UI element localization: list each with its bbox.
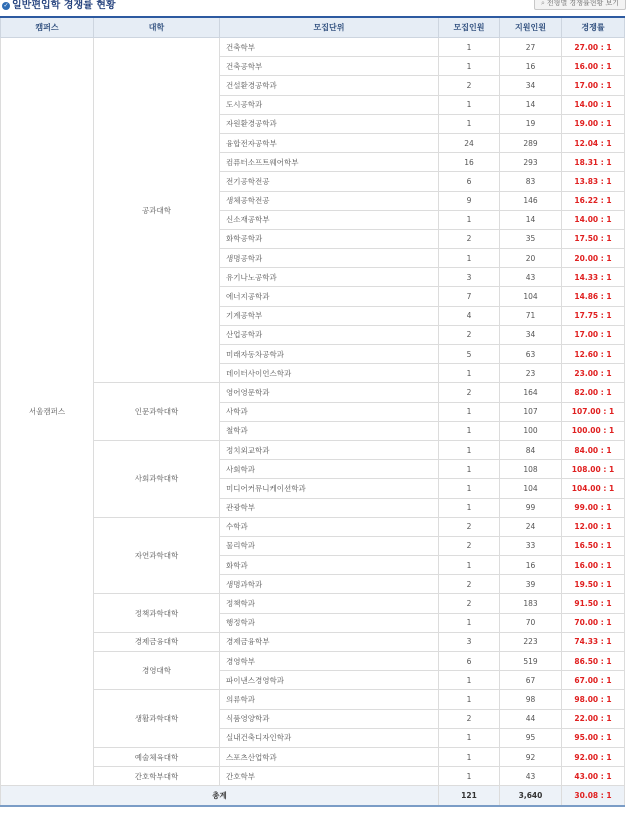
table-row bbox=[1, 690, 625, 709]
college-cell: 경제금융대학 bbox=[94, 632, 220, 651]
college-cell: 공과대학 bbox=[94, 38, 220, 383]
applicants-cell: 44 bbox=[500, 709, 562, 728]
unit-cell: 파이낸스경영학과 bbox=[220, 671, 439, 690]
unit-cell: 경제금융학부 bbox=[220, 632, 439, 651]
applicants-cell: 43 bbox=[500, 767, 562, 786]
table-row bbox=[1, 440, 625, 459]
rate-cell: 17.75 : 1 bbox=[562, 306, 625, 325]
unit-cell: 경영학부 bbox=[220, 652, 439, 671]
unit-cell: 미래자동차공학과 bbox=[220, 345, 439, 364]
rate-cell: 95.00 : 1 bbox=[562, 728, 625, 747]
rate-cell: 16.00 : 1 bbox=[562, 556, 625, 575]
quota-cell: 2 bbox=[439, 76, 500, 95]
rate-cell: 12.60 : 1 bbox=[562, 345, 625, 364]
unit-cell: 정책학과 bbox=[220, 594, 439, 613]
quota-cell: 1 bbox=[439, 95, 500, 114]
unit-cell: 미디어커뮤니케이션학과 bbox=[220, 479, 439, 498]
quota-cell: 7 bbox=[439, 287, 500, 306]
table-row bbox=[1, 652, 625, 671]
quota-cell: 4 bbox=[439, 306, 500, 325]
rate-cell: 19.00 : 1 bbox=[562, 114, 625, 133]
quota-cell: 16 bbox=[439, 153, 500, 172]
unit-cell: 데이터사이언스학과 bbox=[220, 364, 439, 383]
rate-cell: 22.00 : 1 bbox=[562, 709, 625, 728]
applicants-cell: 104 bbox=[500, 479, 562, 498]
quota-cell: 1 bbox=[439, 671, 500, 690]
rate-cell: 18.31 : 1 bbox=[562, 153, 625, 172]
quota-cell: 3 bbox=[439, 632, 500, 651]
quota-cell: 1 bbox=[439, 479, 500, 498]
view-rates-button-label: 전형별 경쟁률현황 보기 bbox=[546, 0, 619, 7]
unit-cell: 유기나노공학과 bbox=[220, 268, 439, 287]
quota-cell: 24 bbox=[439, 133, 500, 152]
quota-cell: 1 bbox=[439, 114, 500, 133]
rate-cell: 27.00 : 1 bbox=[562, 38, 625, 57]
applicants-cell: 67 bbox=[500, 671, 562, 690]
applicants-cell: 33 bbox=[500, 536, 562, 555]
quota-cell: 1 bbox=[439, 421, 500, 440]
quota-cell: 1 bbox=[439, 556, 500, 575]
table-row bbox=[1, 594, 625, 613]
applicants-cell: 71 bbox=[500, 306, 562, 325]
rate-cell: 13.83 : 1 bbox=[562, 172, 625, 191]
applicants-cell: 24 bbox=[500, 517, 562, 536]
quota-cell: 2 bbox=[439, 517, 500, 536]
unit-cell: 실내건축디자인학과 bbox=[220, 728, 439, 747]
rate-cell: 14.33 : 1 bbox=[562, 268, 625, 287]
rate-cell: 14.00 : 1 bbox=[562, 95, 625, 114]
quota-cell: 3 bbox=[439, 268, 500, 287]
rate-cell: 91.50 : 1 bbox=[562, 594, 625, 613]
unit-cell: 컴퓨터소프트웨어학부 bbox=[220, 153, 439, 172]
unit-cell: 화학공학과 bbox=[220, 229, 439, 248]
total-applicants-cell: 3,640 bbox=[500, 786, 562, 807]
applicants-cell: 16 bbox=[500, 556, 562, 575]
applicants-cell: 223 bbox=[500, 632, 562, 651]
unit-cell: 기계공학부 bbox=[220, 306, 439, 325]
rate-cell: 92.00 : 1 bbox=[562, 747, 625, 766]
applicants-cell: 20 bbox=[500, 249, 562, 268]
quota-cell: 1 bbox=[439, 249, 500, 268]
applicants-cell: 23 bbox=[500, 364, 562, 383]
quota-cell: 1 bbox=[439, 613, 500, 632]
rate-cell: 14.00 : 1 bbox=[562, 210, 625, 229]
table-row bbox=[1, 767, 625, 786]
unit-cell: 신소재공학부 bbox=[220, 210, 439, 229]
applicants-cell: 108 bbox=[500, 460, 562, 479]
quota-cell: 1 bbox=[439, 402, 500, 421]
table-row bbox=[1, 383, 625, 402]
applicants-cell: 84 bbox=[500, 440, 562, 459]
quota-cell: 2 bbox=[439, 594, 500, 613]
quota-cell: 2 bbox=[439, 575, 500, 594]
unit-cell: 간호학부 bbox=[220, 767, 439, 786]
unit-cell: 전기공학전공 bbox=[220, 172, 439, 191]
section-title bbox=[2, 0, 116, 12]
applicants-cell: 164 bbox=[500, 383, 562, 402]
applicants-cell: 14 bbox=[500, 95, 562, 114]
rate-cell: 70.00 : 1 bbox=[562, 613, 625, 632]
quota-cell: 9 bbox=[439, 191, 500, 210]
col-header-quota: 모집인원 bbox=[439, 17, 500, 38]
unit-cell: 자원환경공학과 bbox=[220, 114, 439, 133]
table-body bbox=[1, 38, 625, 807]
unit-cell: 영어영문학과 bbox=[220, 383, 439, 402]
quota-cell: 1 bbox=[439, 767, 500, 786]
rate-cell: 84.00 : 1 bbox=[562, 440, 625, 459]
col-header-rate: 경쟁률 bbox=[562, 17, 625, 38]
college-cell: 간호학부대학 bbox=[94, 767, 220, 786]
applicants-cell: 183 bbox=[500, 594, 562, 613]
rate-cell: 98.00 : 1 bbox=[562, 690, 625, 709]
search-icon: ⌕ bbox=[541, 0, 545, 7]
unit-cell: 식품영양학과 bbox=[220, 709, 439, 728]
unit-cell: 수학과 bbox=[220, 517, 439, 536]
applicants-cell: 19 bbox=[500, 114, 562, 133]
quota-cell: 1 bbox=[439, 747, 500, 766]
quota-cell: 1 bbox=[439, 57, 500, 76]
applicants-cell: 289 bbox=[500, 133, 562, 152]
applicants-cell: 35 bbox=[500, 229, 562, 248]
quota-cell: 5 bbox=[439, 345, 500, 364]
rate-cell: 16.22 : 1 bbox=[562, 191, 625, 210]
unit-cell: 정치외교학과 bbox=[220, 440, 439, 459]
applicants-cell: 83 bbox=[500, 172, 562, 191]
rate-cell: 99.00 : 1 bbox=[562, 498, 625, 517]
total-rate-cell: 30.08 : 1 bbox=[562, 786, 625, 807]
unit-cell: 산업공학과 bbox=[220, 325, 439, 344]
applicants-cell: 104 bbox=[500, 287, 562, 306]
table-row bbox=[1, 517, 625, 536]
rate-cell: 100.00 : 1 bbox=[562, 421, 625, 440]
col-header-campus: 캠퍼스 bbox=[1, 17, 94, 38]
rate-cell: 17.50 : 1 bbox=[562, 229, 625, 248]
unit-cell: 화학과 bbox=[220, 556, 439, 575]
quota-cell: 1 bbox=[439, 728, 500, 747]
quota-cell: 1 bbox=[439, 38, 500, 57]
rate-cell: 12.04 : 1 bbox=[562, 133, 625, 152]
unit-cell: 생명공학과 bbox=[220, 249, 439, 268]
rate-cell: 19.50 : 1 bbox=[562, 575, 625, 594]
unit-cell: 생명과학과 bbox=[220, 575, 439, 594]
total-quota-cell: 121 bbox=[439, 786, 500, 807]
total-label-cell: 총계 bbox=[1, 786, 439, 807]
quota-cell: 6 bbox=[439, 652, 500, 671]
unit-cell: 건축학부 bbox=[220, 38, 439, 57]
applicants-cell: 34 bbox=[500, 325, 562, 344]
college-cell: 예술체육대학 bbox=[94, 747, 220, 766]
unit-cell: 도시공학과 bbox=[220, 95, 439, 114]
quota-cell: 2 bbox=[439, 325, 500, 344]
quota-cell: 1 bbox=[439, 460, 500, 479]
rate-cell: 108.00 : 1 bbox=[562, 460, 625, 479]
unit-cell: 에너지공학과 bbox=[220, 287, 439, 306]
rate-cell: 17.00 : 1 bbox=[562, 76, 625, 95]
unit-cell: 사학과 bbox=[220, 402, 439, 421]
applicants-cell: 14 bbox=[500, 210, 562, 229]
applicants-cell: 34 bbox=[500, 76, 562, 95]
unit-cell: 철학과 bbox=[220, 421, 439, 440]
quota-cell: 1 bbox=[439, 498, 500, 517]
section-header bbox=[0, 0, 629, 16]
quota-cell: 1 bbox=[439, 210, 500, 229]
quota-cell: 1 bbox=[439, 364, 500, 383]
col-header-unit: 모집단위 bbox=[220, 17, 439, 38]
quota-cell: 2 bbox=[439, 229, 500, 248]
rate-cell: 82.00 : 1 bbox=[562, 383, 625, 402]
applicants-cell: 146 bbox=[500, 191, 562, 210]
col-header-applicants: 지원인원 bbox=[500, 17, 562, 38]
unit-cell: 건설환경공학과 bbox=[220, 76, 439, 95]
college-cell: 인문과학대학 bbox=[94, 383, 220, 441]
table-row bbox=[1, 38, 625, 57]
unit-cell: 행정학과 bbox=[220, 613, 439, 632]
section-title-text: 일반편입학 경쟁률 현황 bbox=[12, 0, 116, 11]
competition-rate-table bbox=[0, 16, 625, 807]
college-cell: 자연과학대학 bbox=[94, 517, 220, 594]
college-cell: 정책과학대학 bbox=[94, 594, 220, 632]
quota-cell: 2 bbox=[439, 709, 500, 728]
table-header-row bbox=[1, 17, 625, 38]
quota-cell: 1 bbox=[439, 440, 500, 459]
college-cell: 생활과학대학 bbox=[94, 690, 220, 748]
college-cell: 사회과학대학 bbox=[94, 440, 220, 517]
applicants-cell: 16 bbox=[500, 57, 562, 76]
applicants-cell: 519 bbox=[500, 652, 562, 671]
applicants-cell: 27 bbox=[500, 38, 562, 57]
applicants-cell: 99 bbox=[500, 498, 562, 517]
applicants-cell: 98 bbox=[500, 690, 562, 709]
quota-cell: 2 bbox=[439, 383, 500, 402]
view-rates-by-admission-button[interactable] bbox=[534, 0, 626, 10]
rate-cell: 104.00 : 1 bbox=[562, 479, 625, 498]
campus-cell: 서울캠퍼스 bbox=[1, 38, 94, 786]
rate-cell: 14.86 : 1 bbox=[562, 287, 625, 306]
quota-cell: 6 bbox=[439, 172, 500, 191]
rate-cell: 16.50 : 1 bbox=[562, 536, 625, 555]
applicants-cell: 100 bbox=[500, 421, 562, 440]
unit-cell: 관광학부 bbox=[220, 498, 439, 517]
unit-cell: 건축공학부 bbox=[220, 57, 439, 76]
applicants-cell: 95 bbox=[500, 728, 562, 747]
applicants-cell: 63 bbox=[500, 345, 562, 364]
unit-cell: 스포츠산업학과 bbox=[220, 747, 439, 766]
applicants-cell: 39 bbox=[500, 575, 562, 594]
rate-cell: 43.00 : 1 bbox=[562, 767, 625, 786]
rate-cell: 86.50 : 1 bbox=[562, 652, 625, 671]
unit-cell: 물리학과 bbox=[220, 536, 439, 555]
unit-cell: 의류학과 bbox=[220, 690, 439, 709]
check-circle-icon: ✓ bbox=[3, 2, 9, 9]
rate-cell: 17.00 : 1 bbox=[562, 325, 625, 344]
unit-cell: 사회학과 bbox=[220, 460, 439, 479]
rate-cell: 74.33 : 1 bbox=[562, 632, 625, 651]
table-row bbox=[1, 747, 625, 766]
table-row bbox=[1, 632, 625, 651]
rate-cell: 12.00 : 1 bbox=[562, 517, 625, 536]
total-row bbox=[1, 786, 625, 807]
applicants-cell: 70 bbox=[500, 613, 562, 632]
unit-cell: 생체공학전공 bbox=[220, 191, 439, 210]
college-cell: 경영대학 bbox=[94, 652, 220, 690]
quota-cell: 1 bbox=[439, 690, 500, 709]
applicants-cell: 293 bbox=[500, 153, 562, 172]
unit-cell: 융합전자공학부 bbox=[220, 133, 439, 152]
rate-cell: 20.00 : 1 bbox=[562, 249, 625, 268]
rate-cell: 67.00 : 1 bbox=[562, 671, 625, 690]
rate-cell: 16.00 : 1 bbox=[562, 57, 625, 76]
rate-cell: 23.00 : 1 bbox=[562, 364, 625, 383]
quota-cell: 2 bbox=[439, 536, 500, 555]
applicants-cell: 92 bbox=[500, 747, 562, 766]
rate-cell: 107.00 : 1 bbox=[562, 402, 625, 421]
applicants-cell: 43 bbox=[500, 268, 562, 287]
applicants-cell: 107 bbox=[500, 402, 562, 421]
col-header-college: 대학 bbox=[94, 17, 220, 38]
